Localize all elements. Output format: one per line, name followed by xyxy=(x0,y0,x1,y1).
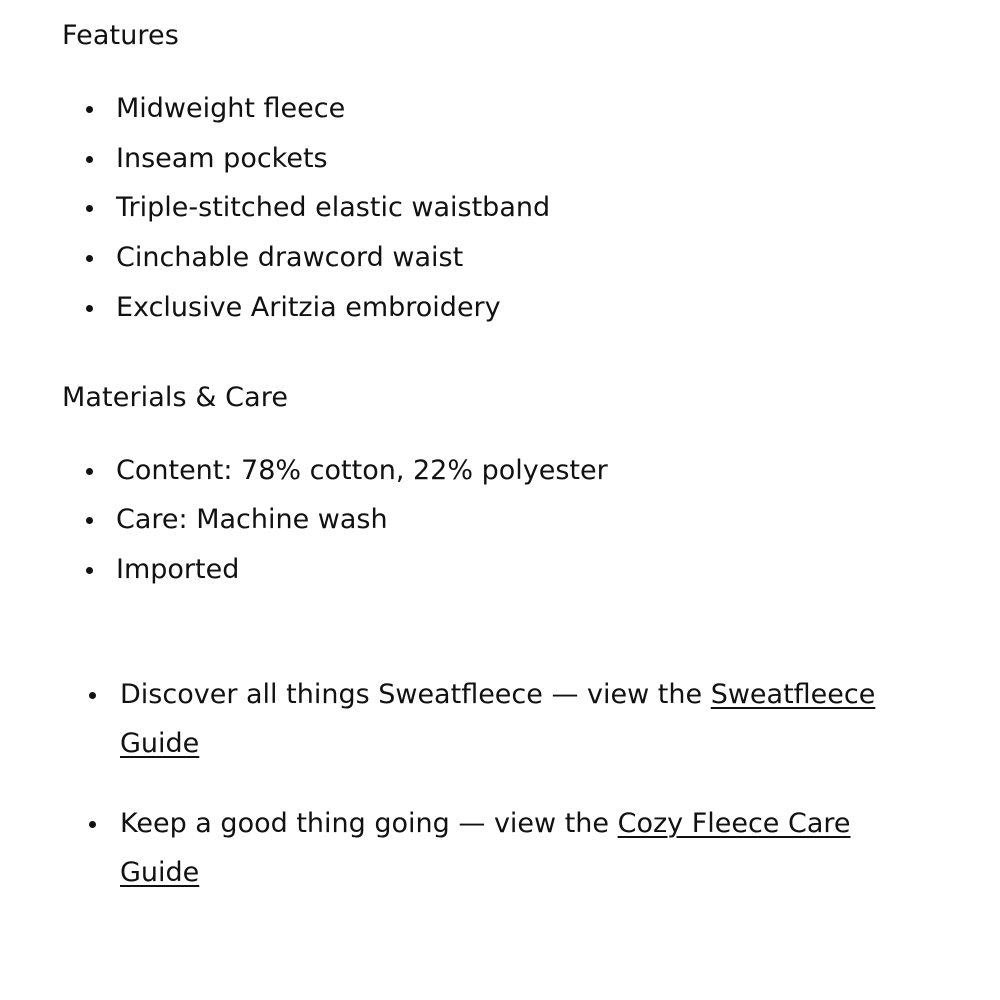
guides-list xyxy=(62,670,962,898)
list-item: Triple-stitched elastic waistband xyxy=(62,183,962,233)
list-item: Exclusive Aritzia embroidery xyxy=(62,283,962,333)
sweatfleece-guide-link[interactable]: Sweatfleece Guide xyxy=(120,678,876,760)
list-item: Inseam pockets xyxy=(62,134,962,184)
list-item: Cinchable drawcord waist xyxy=(62,233,962,283)
materials-care-list xyxy=(62,446,962,595)
guide-item-sweatfleece xyxy=(62,670,910,769)
guide-item-cozy-fleece-care xyxy=(62,799,910,898)
product-details xyxy=(62,16,962,928)
features-list xyxy=(62,84,962,333)
guide-text: Discover all things Sweatfleece — view the xyxy=(120,678,711,710)
materials-care-title: Materials & Care xyxy=(62,381,289,413)
list-item: Content: 78% cotton, 22% polyester xyxy=(62,446,962,496)
list-item: Imported xyxy=(62,545,962,595)
list-item: Midweight fleece xyxy=(62,84,962,134)
list-item: Care: Machine wash xyxy=(62,495,962,545)
guide-text: Keep a good thing going — view the xyxy=(120,807,618,839)
features-title: Features xyxy=(62,20,179,51)
cozy-fleece-care-guide-link[interactable]: Cozy Fleece Care Guide xyxy=(120,807,851,889)
